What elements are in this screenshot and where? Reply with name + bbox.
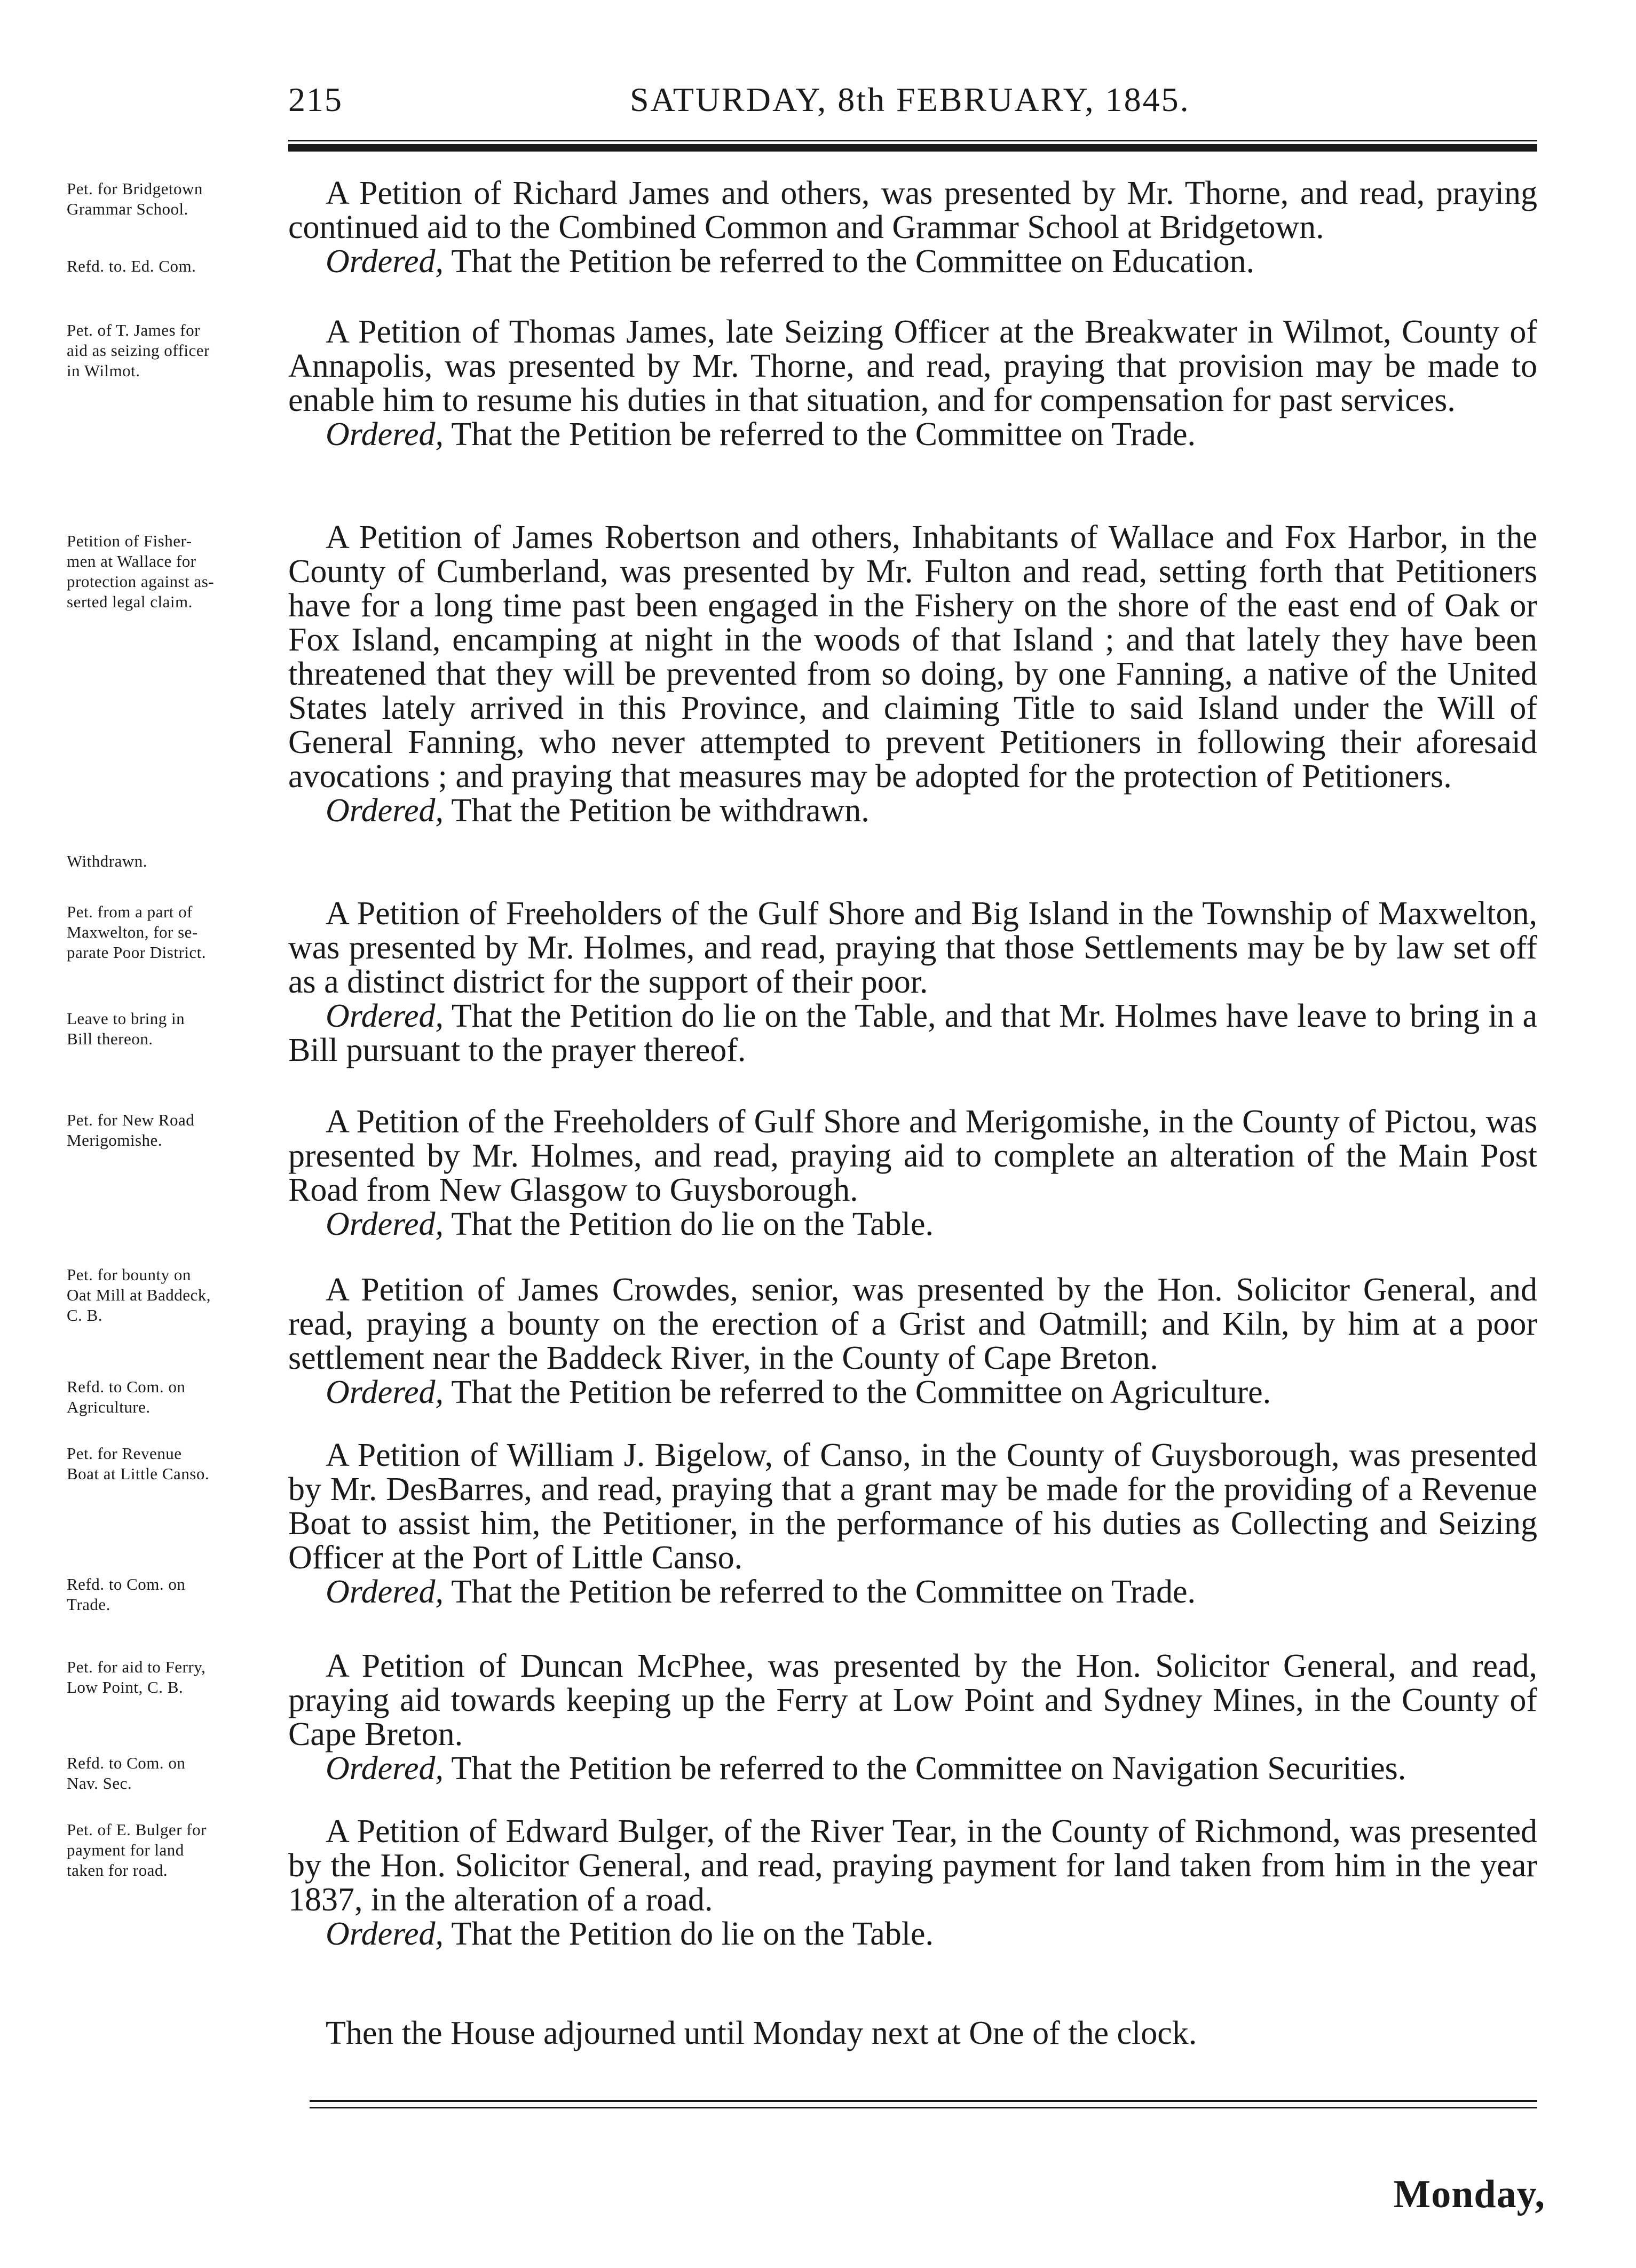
catchword: Monday, [1393, 2172, 1545, 2216]
petition-paragraph: A Petition of Thomas James, late Seizing Officer at the Breakwater in Wilmot, County of Annapolis, was presented by Mr. Thorne, and read, praying that provision may be made to enable him to resume his duties in that situation, and for compensation for past services. [288, 314, 1537, 418]
ordered-paragraph [288, 999, 1537, 1067]
ordered-word: Ordered, [326, 998, 444, 1034]
ordered-word: Ordered, [326, 1374, 444, 1410]
margin-note: Pet. for Revenue Boat at Little Canso. [67, 1444, 210, 1483]
margin-note: Pet. for aid to Ferry, Low Point, C. B. [67, 1658, 206, 1696]
ordered-text: That the Petition do lie on the Table, and that Mr. Holmes have leave to bring in a Bill pursuant to the prayer thereof. [288, 998, 1537, 1068]
margin-note: Pet. from a part of Maxwelton, for se- parate Poor District. [67, 902, 207, 962]
margin-note: Pet. for bounty on Oat Mill at Baddeck, C. B. [67, 1265, 211, 1325]
entry-text [288, 176, 1537, 279]
ordered-text: That the Petition be referred to the Committee on Navigation Securities. [443, 1750, 1406, 1787]
margin-note: Withdrawn. [67, 852, 147, 870]
margin-note: Pet. of T. James for aid as seizing officer in Wilmot. [67, 321, 210, 380]
ordered-word: Ordered, [326, 792, 444, 829]
ordered-paragraph [288, 794, 1537, 828]
entry-text [288, 520, 1537, 828]
entry-text [288, 1814, 1537, 1951]
petition-paragraph: A Petition of Edward Bulger, of the River Tear, in the County of Richmond, was presented by the Hon. Solicitor General, and read, praying payment for land taken from him in the year 1837, in the alteration of a road. [288, 1813, 1537, 1918]
ordered-text: That the Petition be withdrawn. [443, 792, 870, 829]
petition-paragraph: A Petition of Freeholders of the Gulf Shore and Big Island in the Township of Maxwelton, was presented by Mr. Holmes, and read, praying that those Settlements may be by law set off as a distinct district for the support of their poor. [288, 895, 1537, 1000]
ordered-word: Ordered, [326, 1916, 444, 1952]
page-number: 215 [288, 81, 343, 118]
ordered-text: That the Petition do lie on the Table. [443, 1206, 934, 1242]
ordered-paragraph [288, 1917, 1537, 1951]
ordered-word: Ordered, [326, 1750, 444, 1787]
header-rule-thick [288, 144, 1537, 152]
ordered-text: That the Petition be referred to the Committee on Trade. [443, 1574, 1196, 1610]
ordered-text: That the Petition do lie on the Table. [443, 1916, 934, 1952]
petition-paragraph: A Petition of Richard James and others, was presented by Mr. Thorne, and read, praying continued aid to the Combined Common and Grammar School at Bridgetown. [288, 175, 1537, 245]
header-rule-thin [288, 140, 1537, 141]
margin-note: Pet. of E. Bulger for payment for land taken for road. [67, 1820, 207, 1880]
margin-note: Pet. for Bridgetown Grammar School. [67, 179, 203, 218]
ordered-word: Ordered, [326, 416, 444, 453]
ordered-word: Ordered, [326, 1206, 444, 1242]
petition-paragraph: A Petition of the Freeholders of Gulf Shore and Merigomishe, in the County of Pictou, was presented by Mr. Holmes, and read, praying aid to complete an alteration of the Main Post Road from New Glasgow to Guysborough. [288, 1104, 1537, 1208]
adjournment-line: Then the House adjourned until Monday next at One of the clock. [326, 2015, 1197, 2051]
running-head: SATURDAY, 8th FEBRUARY, 1845. [630, 81, 1190, 118]
ordered-paragraph [288, 1207, 1537, 1241]
entry-text [288, 1273, 1537, 1409]
ordered-text: That the Petition be referred to the Committee on Agriculture. [443, 1374, 1271, 1410]
ordered-text: That the Petition be referred to the Committee on Trade. [443, 416, 1196, 453]
margin-note: Petition of Fisher- men at Wallace for protection against as- serted legal claim. [67, 532, 215, 611]
ordered-word: Ordered, [326, 1574, 444, 1610]
petition-paragraph: A Petition of James Crowdes, senior, was presented by the Hon. Solicitor General, and read, praying a bounty on the erection of a Grist and Oatmill; and Kiln, by him at a poor settlement near the Baddeck River, in the County of Cape Breton. [288, 1272, 1537, 1376]
footer-rule-upper [310, 2100, 1537, 2102]
ordered-paragraph [288, 1575, 1537, 1609]
entry-text [288, 1105, 1537, 1241]
petition-paragraph: A Petition of James Robertson and others, Inhabitants of Wallace and Fox Harbor, in the County of Cumberland, was presented by Mr. Fulton and read, setting forth that Petitioners have for a long time past been engaged in the Fishery on the shore of the east end of Oak or Fox Island, encamping at night in the woods of that Island ; and that lately they have been threatened that they will be prevented from so doing, by one Fanning, a native of the United States lately arrived in this Province, and claiming Title to said Island under the Will of General Fanning, who never attempted to prevent Petitioners in following their aforesaid avocations ; and praying that measures may be adopted for the protection of Petitioners. [288, 519, 1537, 795]
entry-text [288, 1438, 1537, 1609]
margin-note: Refd. to Com. on Trade. [67, 1575, 186, 1614]
footer-rule-lower [310, 2107, 1537, 2108]
margin-note: Leave to bring in Bill thereon. [67, 1009, 185, 1048]
petition-paragraph: A Petition of William J. Bigelow, of Canso, in the County of Guysborough, was presented by Mr. DesBarres, and read, praying that a grant may be made for the providing of a Revenue Boat to assist him, the Petitioner, in the performance of his duties as Collecting and Seizing Officer at the Port of Little Canso. [288, 1437, 1537, 1576]
entry-text [288, 315, 1537, 451]
margin-note: Refd. to Com. on Agriculture. [67, 1377, 186, 1416]
page-header [288, 80, 1537, 128]
ordered-paragraph [288, 244, 1537, 279]
entry-text [288, 897, 1537, 1067]
margin-note: Refd. to Com. on Nav. Sec. [67, 1754, 186, 1793]
entry-text [288, 1649, 1537, 1786]
ordered-text: That the Petition be referred to the Committee on Education. [443, 243, 1255, 280]
margin-note: Pet. for New Road Merigomishe. [67, 1111, 195, 1149]
margin-note: Refd. to. Ed. Com. [67, 257, 196, 275]
ordered-paragraph [288, 1751, 1537, 1786]
ordered-word: Ordered, [326, 243, 444, 280]
petition-paragraph: A Petition of Duncan McPhee, was presented by the Hon. Solicitor General, and read, praying aid towards keeping up the Ferry at Low Point and Sydney Mines, in the County of Cape Breton. [288, 1648, 1537, 1752]
ordered-paragraph [288, 417, 1537, 451]
ordered-paragraph [288, 1375, 1537, 1409]
